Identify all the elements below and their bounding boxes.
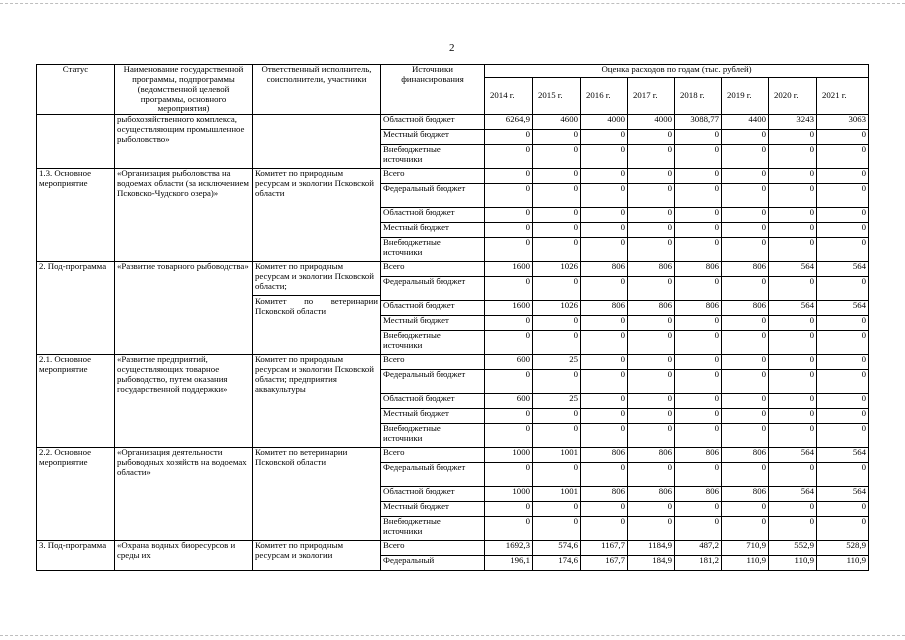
amount-cell: 0 — [769, 145, 817, 169]
amount-cell: 0 — [628, 409, 675, 424]
amount-cell: 0 — [817, 184, 869, 208]
header-year: 2015 г. — [533, 78, 581, 115]
funding-source-cell: Областной бюджет — [381, 487, 485, 502]
amount-cell: 3088,77 — [675, 115, 722, 130]
amount-cell: 0 — [817, 145, 869, 169]
funding-source-cell: Внебюджетные источники — [381, 424, 485, 448]
amount-cell: 0 — [581, 316, 628, 331]
executor-text: Комитет по природным ресурсам и экологии — [255, 540, 344, 561]
amount-cell: 564 — [769, 448, 817, 463]
amount-cell: 0 — [533, 130, 581, 145]
amount-cell: 0 — [675, 184, 722, 208]
status-cell — [37, 115, 115, 169]
funding-source-cell: Местный бюджет — [381, 316, 485, 331]
amount-cell: 528,9 — [817, 541, 869, 556]
amount-cell: 184,9 — [628, 556, 675, 571]
amount-cell: 196,1 — [485, 556, 533, 571]
amount-cell: 0 — [628, 424, 675, 448]
amount-cell: 0 — [581, 502, 628, 517]
amount-cell: 806 — [722, 301, 769, 316]
funding-source-cell: Всего — [381, 541, 485, 556]
amount-cell: 0 — [817, 331, 869, 355]
amount-cell: 1692,3 — [485, 541, 533, 556]
amount-cell: 710,9 — [722, 541, 769, 556]
amount-cell: 3063 — [817, 115, 869, 130]
amount-cell: 0 — [533, 424, 581, 448]
funding-source-cell: Федеральный бюджет — [381, 184, 485, 208]
amount-cell: 0 — [533, 184, 581, 208]
amount-cell: 0 — [817, 208, 869, 223]
amount-cell: 0 — [722, 238, 769, 262]
amount-cell: 0 — [581, 463, 628, 487]
executor-cell — [253, 541, 381, 571]
funding-source-cell: Всего — [381, 169, 485, 184]
amount-cell: 1026 — [533, 262, 581, 277]
amount-cell: 0 — [581, 208, 628, 223]
funding-source-cell: Всего — [381, 448, 485, 463]
amount-cell: 0 — [769, 130, 817, 145]
funding-source-cell: Всего — [381, 355, 485, 370]
program-name-cell: рыбохозяйственного комплекса, осуществляющим промышленное рыболовство» — [115, 115, 253, 169]
amount-cell: 0 — [628, 355, 675, 370]
executor-text: Комитет по природным ресурсам и экологии Псковской области — [255, 168, 375, 198]
amount-cell: 0 — [769, 277, 817, 301]
amount-cell: 0 — [533, 370, 581, 394]
amount-cell: 0 — [581, 394, 628, 409]
amount-cell: 1184,9 — [628, 541, 675, 556]
amount-cell: 0 — [581, 145, 628, 169]
funding-source-cell: Местный бюджет — [381, 130, 485, 145]
funding-source-cell: Областной бюджет — [381, 301, 485, 316]
executor-text: Комитет по природным ресурсам и экологии Псковской области; — [255, 261, 375, 291]
amount-cell: 0 — [722, 208, 769, 223]
funding-source-cell: Внебюджетные источники — [381, 331, 485, 355]
amount-cell: 0 — [675, 316, 722, 331]
executor-text: Комитет по ветеринарии Псковской области — [255, 447, 348, 468]
funding-source-cell: Областной бюджет — [381, 394, 485, 409]
amount-cell: 0 — [722, 130, 769, 145]
amount-cell: 0 — [485, 238, 533, 262]
amount-cell: 0 — [533, 316, 581, 331]
scan-bottom-edge — [0, 635, 905, 637]
amount-cell: 0 — [769, 355, 817, 370]
amount-cell: 0 — [485, 145, 533, 169]
amount-cell: 0 — [485, 130, 533, 145]
amount-cell: 806 — [581, 487, 628, 502]
amount-cell: 0 — [533, 223, 581, 238]
amount-cell: 0 — [769, 424, 817, 448]
program-name-cell: «Развитие предприятий, осуществляющих товарное рыбоводство, путем оказания государственной поддержки» — [115, 355, 253, 448]
funding-source-cell: Федеральный бюджет — [381, 463, 485, 487]
executor-cell — [253, 169, 381, 262]
amount-cell: 0 — [628, 277, 675, 301]
amount-cell: 4000 — [628, 115, 675, 130]
table-row — [37, 115, 869, 130]
amount-cell: 806 — [628, 301, 675, 316]
amount-cell: 1000 — [485, 448, 533, 463]
amount-cell: 0 — [675, 424, 722, 448]
amount-cell: 0 — [817, 424, 869, 448]
table-body — [37, 115, 869, 571]
amount-cell: 0 — [628, 316, 675, 331]
amount-cell: 0 — [628, 184, 675, 208]
amount-cell: 806 — [628, 262, 675, 277]
amount-cell: 0 — [675, 463, 722, 487]
amount-cell: 0 — [722, 355, 769, 370]
amount-cell: 574,6 — [533, 541, 581, 556]
amount-cell: 0 — [628, 463, 675, 487]
amount-cell: 0 — [628, 145, 675, 169]
amount-cell: 1167,7 — [581, 541, 628, 556]
funding-source-cell: Внебюджетные источники — [381, 238, 485, 262]
amount-cell: 0 — [485, 424, 533, 448]
amount-cell: 0 — [817, 355, 869, 370]
table-row — [37, 448, 869, 463]
amount-cell: 0 — [581, 184, 628, 208]
amount-cell: 0 — [675, 502, 722, 517]
table-row — [37, 355, 869, 370]
amount-cell: 0 — [675, 223, 722, 238]
amount-cell: 0 — [722, 169, 769, 184]
amount-cell: 0 — [722, 316, 769, 331]
header-year: 2017 г. — [628, 78, 675, 115]
amount-cell: 0 — [628, 223, 675, 238]
amount-cell: 0 — [722, 502, 769, 517]
amount-cell: 25 — [533, 355, 581, 370]
header-year: 2020 г. — [769, 78, 817, 115]
executor-cell — [253, 262, 381, 355]
amount-cell: 0 — [675, 370, 722, 394]
amount-cell: 0 — [628, 331, 675, 355]
amount-cell: 0 — [817, 277, 869, 301]
amount-cell: 0 — [675, 355, 722, 370]
amount-cell: 0 — [485, 208, 533, 223]
header-year: 2016 г. — [581, 78, 628, 115]
executor-cell — [253, 355, 381, 448]
funding-source-cell: Федеральный — [381, 556, 485, 571]
amount-cell: 0 — [581, 355, 628, 370]
amount-cell: 110,9 — [722, 556, 769, 571]
amount-cell: 0 — [628, 208, 675, 223]
amount-cell: 0 — [675, 130, 722, 145]
amount-cell: 0 — [485, 370, 533, 394]
amount-cell: 0 — [628, 370, 675, 394]
program-name-cell: «Развитие товарного рыбоводства» — [115, 262, 253, 355]
amount-cell: 0 — [722, 145, 769, 169]
header-estimate: Оценка расходов по годам (тыс. рублей) — [485, 65, 869, 78]
amount-cell: 564 — [769, 262, 817, 277]
amount-cell: 0 — [485, 223, 533, 238]
amount-cell: 0 — [533, 502, 581, 517]
amount-cell: 1600 — [485, 262, 533, 277]
amount-cell: 0 — [628, 502, 675, 517]
table-row — [37, 541, 869, 556]
amount-cell: 0 — [581, 223, 628, 238]
amount-cell: 806 — [675, 262, 722, 277]
amount-cell: 564 — [769, 301, 817, 316]
amount-cell: 0 — [675, 517, 722, 541]
amount-cell: 0 — [581, 517, 628, 541]
funding-source-cell: Федеральный бюджет — [381, 370, 485, 394]
amount-cell: 0 — [581, 169, 628, 184]
amount-cell: 806 — [628, 487, 675, 502]
amount-cell: 0 — [769, 238, 817, 262]
amount-cell: 0 — [533, 277, 581, 301]
amount-cell: 25 — [533, 394, 581, 409]
executor-extra-text: Комитет по ветеринарии Псковской области — [255, 295, 378, 316]
amount-cell: 167,7 — [581, 556, 628, 571]
amount-cell: 0 — [722, 409, 769, 424]
amount-cell: 564 — [817, 487, 869, 502]
amount-cell: 0 — [581, 277, 628, 301]
amount-cell: 0 — [769, 394, 817, 409]
amount-cell: 0 — [628, 517, 675, 541]
amount-cell: 0 — [533, 517, 581, 541]
amount-cell: 0 — [581, 331, 628, 355]
header-year: 2019 г. — [722, 78, 769, 115]
amount-cell: 0 — [485, 517, 533, 541]
amount-cell: 806 — [722, 448, 769, 463]
amount-cell: 564 — [817, 301, 869, 316]
status-cell: 3. Под-программа — [37, 541, 115, 571]
amount-cell: 0 — [628, 169, 675, 184]
amount-cell: 6264,9 — [485, 115, 533, 130]
amount-cell: 806 — [581, 301, 628, 316]
amount-cell: 0 — [485, 169, 533, 184]
amount-cell: 0 — [675, 169, 722, 184]
header-year: 2021 г. — [817, 78, 869, 115]
funding-source-cell: Областной бюджет — [381, 115, 485, 130]
amount-cell: 0 — [817, 223, 869, 238]
executor-cell — [253, 448, 381, 541]
amount-cell: 0 — [769, 370, 817, 394]
header-executor: Ответственный исполнитель, соисполнители, участники — [253, 65, 381, 115]
amount-cell: 0 — [769, 331, 817, 355]
amount-cell: 0 — [533, 331, 581, 355]
amount-cell: 0 — [722, 223, 769, 238]
page-number: 2 — [449, 42, 455, 54]
amount-cell: 0 — [769, 223, 817, 238]
amount-cell: 0 — [675, 277, 722, 301]
amount-cell: 110,9 — [769, 556, 817, 571]
amount-cell: 0 — [485, 316, 533, 331]
amount-cell: 0 — [817, 502, 869, 517]
amount-cell: 0 — [817, 238, 869, 262]
amount-cell: 0 — [581, 238, 628, 262]
funding-source-cell: Всего — [381, 262, 485, 277]
amount-cell: 0 — [581, 130, 628, 145]
status-cell: 2.2. Основное мероприятие — [37, 448, 115, 541]
amount-cell: 0 — [628, 130, 675, 145]
amount-cell: 0 — [722, 394, 769, 409]
amount-cell: 174,6 — [533, 556, 581, 571]
amount-cell: 806 — [628, 448, 675, 463]
amount-cell: 1000 — [485, 487, 533, 502]
table-row — [37, 169, 869, 184]
amount-cell: 0 — [533, 409, 581, 424]
amount-cell: 4400 — [722, 115, 769, 130]
amount-cell: 0 — [485, 409, 533, 424]
amount-cell: 0 — [485, 463, 533, 487]
amount-cell: 0 — [675, 394, 722, 409]
expenditure-table — [36, 64, 869, 571]
funding-source-cell: Внебюджетные источники — [381, 145, 485, 169]
table-row — [37, 262, 869, 277]
amount-cell: 0 — [628, 394, 675, 409]
amount-cell: 564 — [769, 487, 817, 502]
amount-cell: 0 — [533, 169, 581, 184]
amount-cell: 0 — [485, 277, 533, 301]
program-name-cell: «Организация деятельности рыбоводных хозяйств на водоемах области» — [115, 448, 253, 541]
amount-cell: 806 — [675, 448, 722, 463]
amount-cell: 1026 — [533, 301, 581, 316]
amount-cell: 600 — [485, 355, 533, 370]
amount-cell: 0 — [817, 409, 869, 424]
amount-cell: 806 — [581, 262, 628, 277]
amount-cell: 4000 — [581, 115, 628, 130]
header-name: Наименование государственной программы, подпрограммы (ведомственной целевой программы, основного мероприятия) — [115, 65, 253, 115]
amount-cell: 0 — [675, 208, 722, 223]
amount-cell: 1600 — [485, 301, 533, 316]
header-status: Статус — [37, 65, 115, 115]
amount-cell: 0 — [769, 409, 817, 424]
amount-cell: 0 — [722, 463, 769, 487]
status-cell: 1.3. Основное мероприятие — [37, 169, 115, 262]
amount-cell: 0 — [581, 424, 628, 448]
funding-source-cell: Местный бюджет — [381, 502, 485, 517]
amount-cell: 806 — [722, 487, 769, 502]
amount-cell: 0 — [769, 316, 817, 331]
amount-cell: 0 — [722, 517, 769, 541]
header-year: 2014 г. — [485, 78, 533, 115]
amount-cell: 0 — [485, 331, 533, 355]
amount-cell: 0 — [533, 145, 581, 169]
amount-cell: 0 — [817, 517, 869, 541]
amount-cell: 0 — [675, 238, 722, 262]
amount-cell: 564 — [817, 448, 869, 463]
amount-cell: 0 — [817, 316, 869, 331]
amount-cell: 0 — [485, 184, 533, 208]
amount-cell: 0 — [628, 238, 675, 262]
amount-cell: 0 — [722, 331, 769, 355]
status-cell: 2.1. Основное мероприятие — [37, 355, 115, 448]
amount-cell: 0 — [533, 238, 581, 262]
amount-cell: 564 — [817, 262, 869, 277]
funding-source-cell: Местный бюджет — [381, 223, 485, 238]
amount-cell: 0 — [675, 409, 722, 424]
status-cell: 2. Под-программа — [37, 262, 115, 355]
amount-cell: 0 — [817, 130, 869, 145]
funding-source-cell: Областной бюджет — [381, 208, 485, 223]
amount-cell: 0 — [769, 517, 817, 541]
amount-cell: 0 — [769, 208, 817, 223]
amount-cell: 806 — [675, 487, 722, 502]
amount-cell: 0 — [769, 169, 817, 184]
amount-cell: 806 — [675, 301, 722, 316]
funding-source-cell: Федеральный бюджет — [381, 277, 485, 301]
amount-cell: 600 — [485, 394, 533, 409]
amount-cell: 4600 — [533, 115, 581, 130]
amount-cell: 0 — [769, 184, 817, 208]
amount-cell: 552,9 — [769, 541, 817, 556]
amount-cell: 0 — [675, 145, 722, 169]
amount-cell: 1001 — [533, 448, 581, 463]
program-name-cell: «Организация рыболовства на водоемах области (за исключением Псковско-Чудского озера)» — [115, 169, 253, 262]
amount-cell: 110,9 — [817, 556, 869, 571]
amount-cell: 0 — [533, 208, 581, 223]
amount-cell: 0 — [769, 502, 817, 517]
amount-cell: 1001 — [533, 487, 581, 502]
amount-cell: 0 — [769, 463, 817, 487]
amount-cell: 0 — [675, 331, 722, 355]
amount-cell: 0 — [722, 277, 769, 301]
amount-cell: 0 — [533, 463, 581, 487]
amount-cell: 0 — [817, 370, 869, 394]
program-name-cell: «Охрана водных биоресурсов и среды их — [115, 541, 253, 571]
scan-top-edge — [0, 3, 905, 5]
executor-text: Комитет по природным ресурсам и экологии Псковской области; предприятия аквакультуры — [255, 354, 375, 394]
amount-cell: 0 — [817, 463, 869, 487]
amount-cell: 0 — [722, 184, 769, 208]
amount-cell: 0 — [581, 370, 628, 394]
funding-source-cell: Местный бюджет — [381, 409, 485, 424]
header-source: Источники финансирования — [381, 65, 485, 115]
amount-cell: 487,2 — [675, 541, 722, 556]
amount-cell: 806 — [581, 448, 628, 463]
amount-cell: 806 — [722, 262, 769, 277]
amount-cell: 0 — [817, 394, 869, 409]
amount-cell: 0 — [485, 502, 533, 517]
header-year: 2018 г. — [675, 78, 722, 115]
amount-cell: 0 — [817, 169, 869, 184]
amount-cell: 0 — [722, 424, 769, 448]
amount-cell: 0 — [581, 409, 628, 424]
executor-cell — [253, 115, 381, 169]
amount-cell: 0 — [722, 370, 769, 394]
funding-source-cell: Внебюджетные источники — [381, 517, 485, 541]
amount-cell: 3243 — [769, 115, 817, 130]
amount-cell: 181,2 — [675, 556, 722, 571]
